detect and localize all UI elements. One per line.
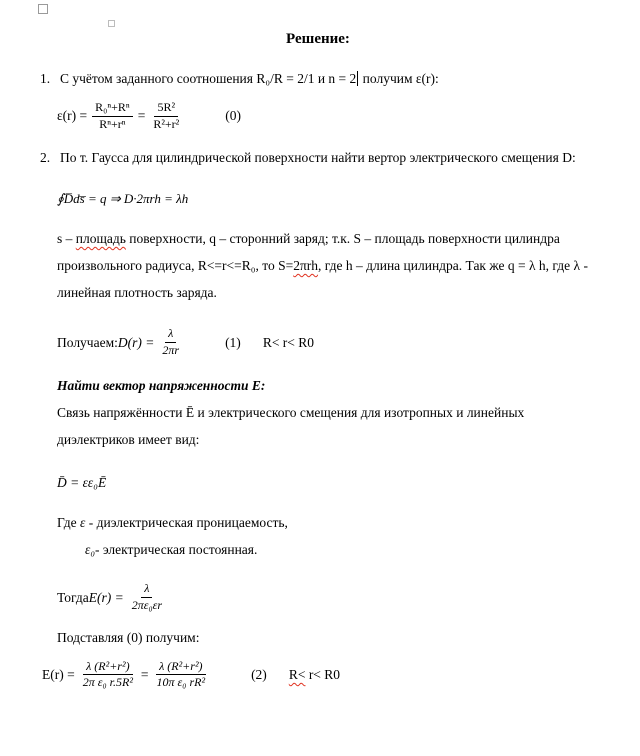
radius-range: R< r< R0: [262, 334, 315, 350]
paragraph-de-relation: Связь напряжённости Ē и электрического смещения для изотропных и линейных диэлектриков имеет вид:: [57, 405, 525, 448]
list-item-2: [40, 144, 596, 171]
epsilon-symbol: ε: [80, 515, 86, 531]
equation-tag: (1): [225, 334, 241, 350]
fraction: [150, 100, 182, 132]
formula-d-lhs: D(r) =: [117, 334, 155, 350]
page-corner-mark-icon: [38, 4, 48, 14]
formula-equals-sign: =: [140, 666, 149, 682]
epsilon0-definition-line: [85, 536, 596, 563]
paragraph-text: s –: [57, 231, 76, 247]
then-label: Тогда: [57, 589, 89, 605]
definition-text: - диэлектрическая проницаемость,: [85, 515, 288, 531]
formula-final-lhs: E(r) =: [42, 666, 75, 682]
fraction: [154, 659, 209, 691]
epsilon0-symbol: ε₀: [85, 542, 96, 558]
misspelled-word: 2πrh: [293, 258, 319, 274]
fraction-denominator: 2π ε₀ r.5R²: [82, 675, 133, 690]
fraction: [80, 659, 136, 691]
equation-tag: (0): [225, 108, 242, 124]
fraction-denominator: R²+r²: [153, 116, 180, 131]
fraction-numerator: λ: [165, 326, 176, 343]
formula-displacement-result: [57, 326, 596, 358]
result-label: Получаем:: [57, 334, 118, 350]
page-title: Решение:: [286, 31, 350, 47]
fraction-denominator: 10π ε₀ rR²: [156, 675, 206, 690]
misspelled-word: R<: [288, 666, 306, 682]
fraction-numerator: λ: [141, 581, 152, 598]
formula-gauss: ∮D̅ds̅ = q ⇒ D·2πrh = λh: [57, 191, 189, 207]
fraction-denominator: 2πr: [162, 342, 180, 357]
fraction: [159, 326, 182, 358]
epsilon-definition-line: [57, 509, 596, 536]
equation-tag: (2): [251, 666, 267, 682]
formula-epsilon-lhs: ε(r) =: [57, 108, 88, 124]
paragraph-surface-explanation: [57, 225, 596, 306]
formula-e-field: [57, 581, 596, 613]
fraction-numerator: λ (R²+r²): [156, 659, 205, 676]
fraction-denominator: Rⁿ+rⁿ: [99, 116, 126, 131]
list-number-1: 1.: [40, 71, 51, 86]
page-corner-mark-icon: [108, 20, 115, 27]
definition-text: - электрическая постоянная.: [95, 542, 258, 558]
fraction: [129, 581, 165, 613]
substitution-line: Подставляя (0) получим:: [57, 629, 200, 645]
fraction-denominator: 2πε₀εr: [131, 597, 163, 612]
formula-d-epsilon-e: D̄ = εε₀Ē: [57, 475, 107, 491]
formula-equals-sign: =: [137, 108, 146, 124]
paragraph-text: , где h – длина цилиндра. Так же q = λ h, где λ - линейная плотность заряда.: [57, 258, 588, 301]
formula-final-result: [42, 659, 596, 691]
fraction-numerator: λ (R²+r²): [83, 659, 132, 676]
radius-range: [289, 666, 340, 684]
list-item-1: [40, 65, 596, 92]
list-number-2: 2.: [40, 150, 51, 166]
item1-text: [60, 65, 596, 92]
find-e-heading: Найти вектор напряженности E:: [57, 378, 266, 394]
item1-text-after-cursor: получим ε(r):: [359, 71, 439, 86]
radius-range-rest: r< R0: [305, 666, 341, 682]
misspelled-word: площадь: [75, 231, 126, 247]
fraction-numerator: R₀ⁿ+Rⁿ: [92, 100, 133, 117]
fraction-numerator: 5R²: [154, 100, 178, 117]
item2-text: По т. Гаусса для цилиндрической поверхности найти вертор электрического смещения D:: [60, 150, 576, 166]
item1-text-before-cursor: С учётом заданного соотношения R₀/R = 2/1 и n = 2: [60, 71, 357, 86]
fraction: [92, 100, 133, 132]
definition-text: Где: [57, 515, 81, 531]
formula-e-lhs: E(r) =: [88, 589, 124, 605]
paragraph-text: поверхности, q – сторонний заряд; т.к. S – площадь поверхности цилиндра произвольного радиуса, R<=r<=R₀, то S=: [57, 231, 560, 274]
formula-epsilon: [57, 100, 596, 132]
